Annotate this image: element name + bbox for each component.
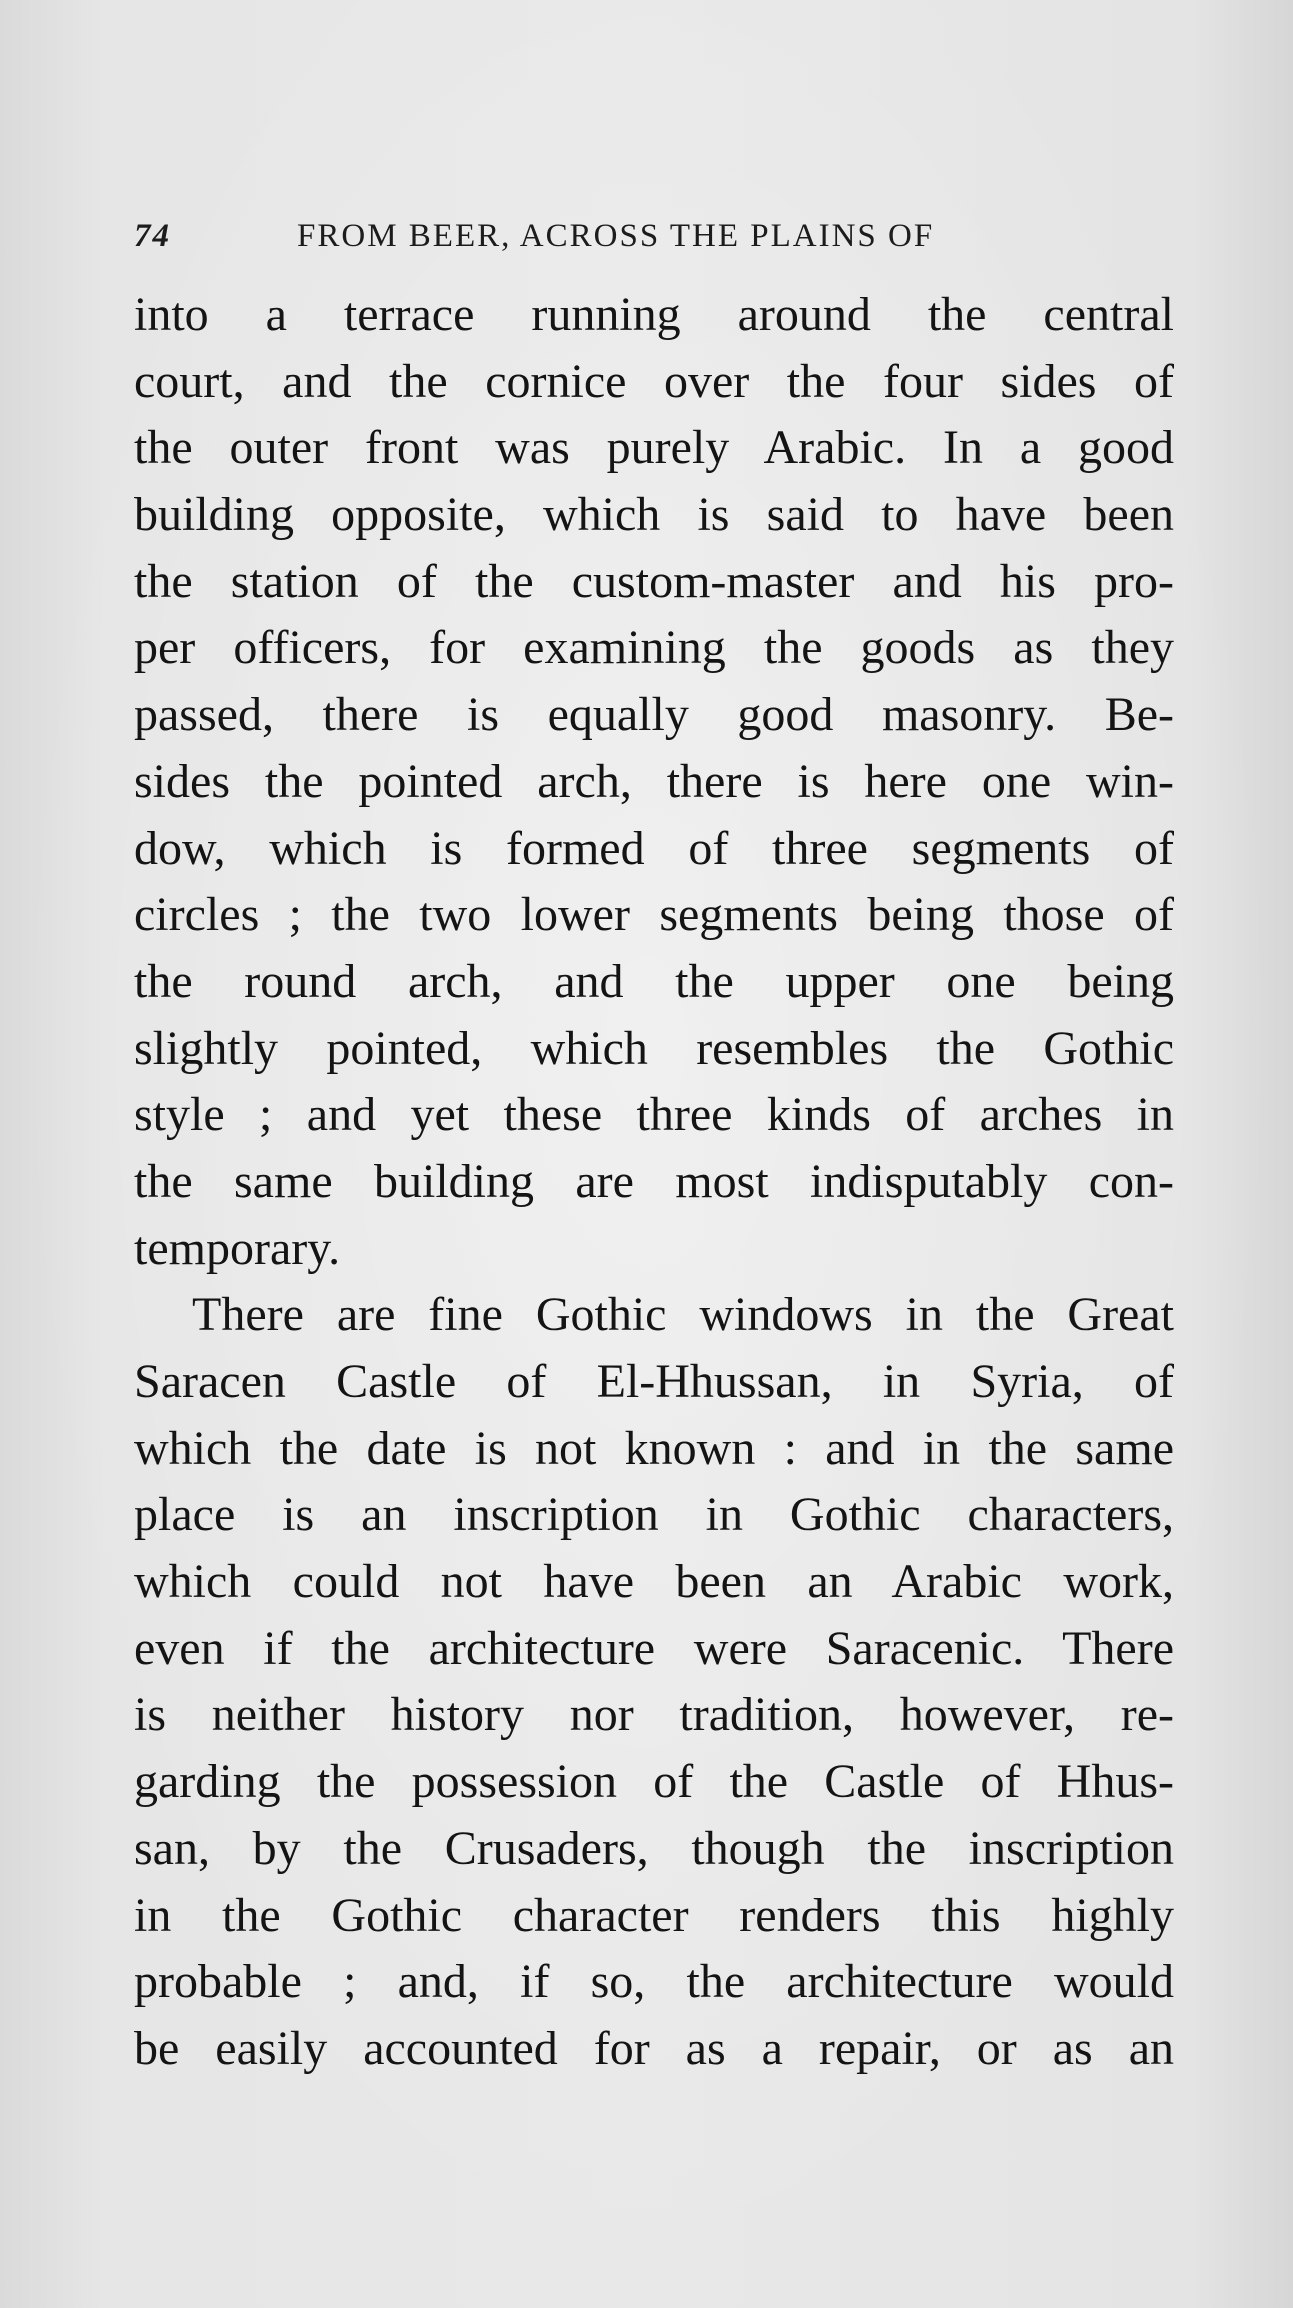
text-line: Saracen Castle of El-Hhussan, in Syria, of (134, 1355, 1174, 1408)
text-line: the round arch, and the upper one being (134, 954, 1174, 1008)
paragraph-end-line: temporary. (134, 1221, 341, 1275)
page-number: 74 (134, 218, 171, 254)
text-line: in the Gothic character renders this highly (134, 1888, 1174, 1942)
text-line: which the date is not known : and in the same (134, 1421, 1174, 1475)
paragraph-start-line: There are fine Gothic windows in the Great (192, 1288, 1174, 1342)
text-line: is neither history nor tradition, however, re- (134, 1688, 1174, 1742)
text-line: into a terrace running around the central (134, 288, 1174, 341)
text-line: dow, which is formed of three segments of (134, 821, 1174, 875)
text-line: passed, there is equally good masonry. Be- (134, 688, 1174, 742)
text-line: sides the pointed arch, there is here one win- (134, 754, 1174, 808)
text-line: san, by the Crusaders, though the inscription (134, 1821, 1174, 1875)
running-head (134, 218, 1014, 258)
text-line: the station of the custom-master and his pro- (134, 554, 1174, 608)
running-head-title: FROM BEER, ACROSS THE PLAINS OF (297, 218, 935, 254)
text-line: the outer front was purely Arabic. In a good (134, 421, 1174, 475)
text-line: which could not have been an Arabic work, (134, 1555, 1174, 1609)
text-line: per officers, for examining the goods as they (134, 621, 1174, 675)
text-line: building opposite, which is said to have been (134, 488, 1174, 542)
text-line: place is an inscription in Gothic characters, (134, 1488, 1174, 1542)
text-line: garding the possession of the Castle of Hhus- (134, 1755, 1174, 1809)
text-line: court, and the cornice over the four sides of (134, 354, 1174, 408)
text-line: be easily accounted for as a repair, or as an (134, 2021, 1174, 2075)
text-line: circles ; the two lower segments being those of (134, 888, 1174, 942)
body-text (134, 282, 1174, 2083)
text-line: the same building are most indisputably con- (134, 1154, 1174, 1208)
text-line: slightly pointed, which resembles the Gothic (134, 1021, 1174, 1075)
text-line: even if the architecture were Saracenic. There (134, 1621, 1174, 1675)
text-line: probable ; and, if so, the architecture would (134, 1955, 1174, 2009)
text-line: style ; and yet these three kinds of arches in (134, 1088, 1174, 1142)
